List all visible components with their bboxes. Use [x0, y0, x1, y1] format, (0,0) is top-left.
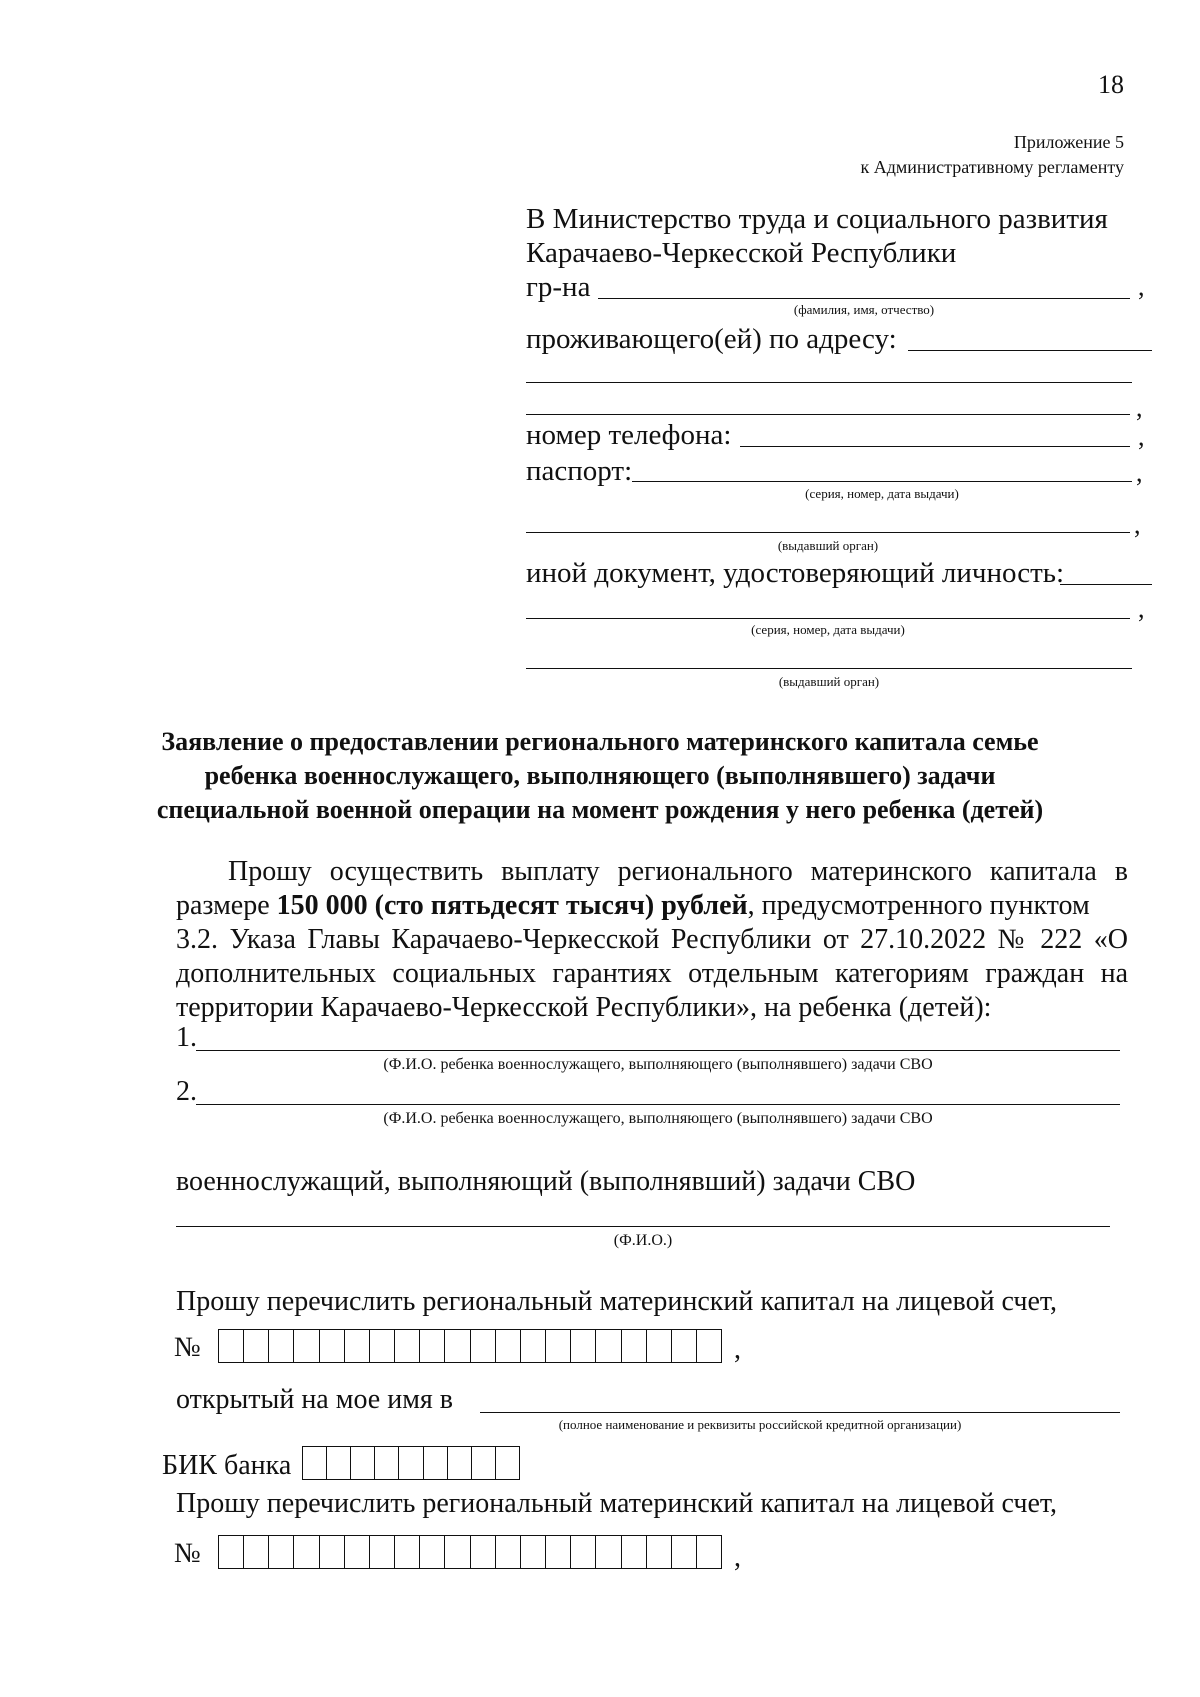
bank-caption: (полное наименование и реквизиты российской кредитной организации)	[558, 1417, 962, 1432]
page-number: 18	[1098, 70, 1124, 99]
account-2-text: Прошу перечислить региональный материнский капитал на лицевой счет,	[176, 1488, 1058, 1519]
phone-label: номер телефона:	[526, 419, 732, 451]
citizen-name-caption: (фамилия, имя, отчество)	[793, 302, 935, 317]
other-doc-label: иной документ, удостоверяющий личность:	[526, 557, 1065, 589]
other-doc-field-2[interactable]	[526, 618, 1130, 619]
request-line-2: размере 150 000 (сто пятьдесят тысяч) рублей, предусмотренного пунктом	[176, 890, 1090, 921]
other-doc-issuer-caption: (выдавший орган)	[778, 674, 880, 689]
address-field-1[interactable]	[908, 350, 1152, 351]
address-field-3[interactable]	[526, 414, 1130, 415]
addressee-ministry: В Министерство труда и социального развития	[526, 203, 1108, 235]
appendix-number: Приложение 5	[1013, 132, 1124, 152]
amount-text: 150 000 (сто пятьдесят тысяч) рублей	[276, 890, 748, 921]
addressee-republic: Карачаево-Черкесской Республики	[526, 237, 957, 269]
bank-name-field[interactable]	[480, 1412, 1120, 1413]
other-doc-caption: (серия, номер, дата выдачи)	[751, 622, 905, 637]
serviceman-name-field[interactable]	[176, 1226, 1110, 1227]
child-2-caption: (Ф.И.О. ребенка военнослужащего, выполняющего (выполнявшего) задачи СВО	[383, 1110, 933, 1127]
child-1-name-field[interactable]	[196, 1050, 1120, 1051]
appendix-regulation: к Административному регламенту	[860, 157, 1124, 177]
title-line-3: специальной военной операции на момент рождения у него ребенка (детей)	[156, 795, 1044, 824]
passport-field[interactable]	[632, 481, 1132, 482]
title-line-1: Заявление о предоставлении регионального материнского капитала семье	[161, 727, 1039, 756]
bik-digit-boxes[interactable]	[302, 1446, 520, 1480]
serviceman-label: военнослужащий, выполняющий (выполнявший) задачи СВО	[176, 1166, 916, 1197]
address-field-2[interactable]	[526, 382, 1132, 383]
child-1-number: 1.	[176, 1022, 197, 1053]
other-doc-issuer-field[interactable]	[526, 668, 1132, 669]
passport-label: паспорт:	[526, 455, 633, 487]
account-2-digit-boxes[interactable]	[218, 1535, 722, 1569]
account-1-comma: ,	[734, 1334, 741, 1365]
request-line-5: территории Карачаево-Черкесской Республики», на ребенка (детей):	[176, 992, 992, 1023]
bik-label: БИК банка	[162, 1450, 292, 1481]
address-label: проживающего(ей) по адресу:	[526, 323, 897, 355]
account-2-number-label: №	[174, 1538, 201, 1569]
passport-caption: (серия, номер, дата выдачи)	[805, 486, 959, 501]
child-2-number: 2.	[176, 1076, 197, 1107]
other-doc-field-1[interactable]	[1060, 584, 1152, 585]
phone-field[interactable]	[740, 446, 1130, 447]
serviceman-caption: (Ф.И.О.)	[613, 1232, 673, 1249]
child-2-name-field[interactable]	[196, 1104, 1120, 1105]
passport-issuer-caption: (выдавший орган)	[777, 538, 879, 553]
bank-label: открытый на мое имя в	[176, 1384, 454, 1415]
request-line-1: Прошу осуществить выплату регионального материнского капитала в	[228, 856, 1128, 887]
request-line-3: 3.2. Указа Главы Карачаево-Черкесской Республики от 27.10.2022 № 222 «О	[176, 924, 1128, 955]
passport-issuer-field[interactable]	[526, 532, 1130, 533]
request-line-4: дополнительных социальных гарантиях отдельным категориям граждан на	[176, 958, 1128, 989]
account-1-number-label: №	[174, 1332, 201, 1363]
account-2-comma: ,	[734, 1542, 741, 1573]
citizen-name-field[interactable]	[598, 298, 1130, 299]
account-1-text: Прошу перечислить региональный материнский капитал на лицевой счет,	[176, 1286, 1058, 1317]
citizen-label: гр-на	[526, 271, 591, 303]
child-1-caption: (Ф.И.О. ребенка военнослужащего, выполняющего (выполнявшего) задачи СВО	[383, 1056, 933, 1073]
account-1-digit-boxes[interactable]	[218, 1329, 722, 1363]
title-line-2: ребенка военнослужащего, выполняющего (выполнявшего) задачи	[204, 761, 996, 790]
